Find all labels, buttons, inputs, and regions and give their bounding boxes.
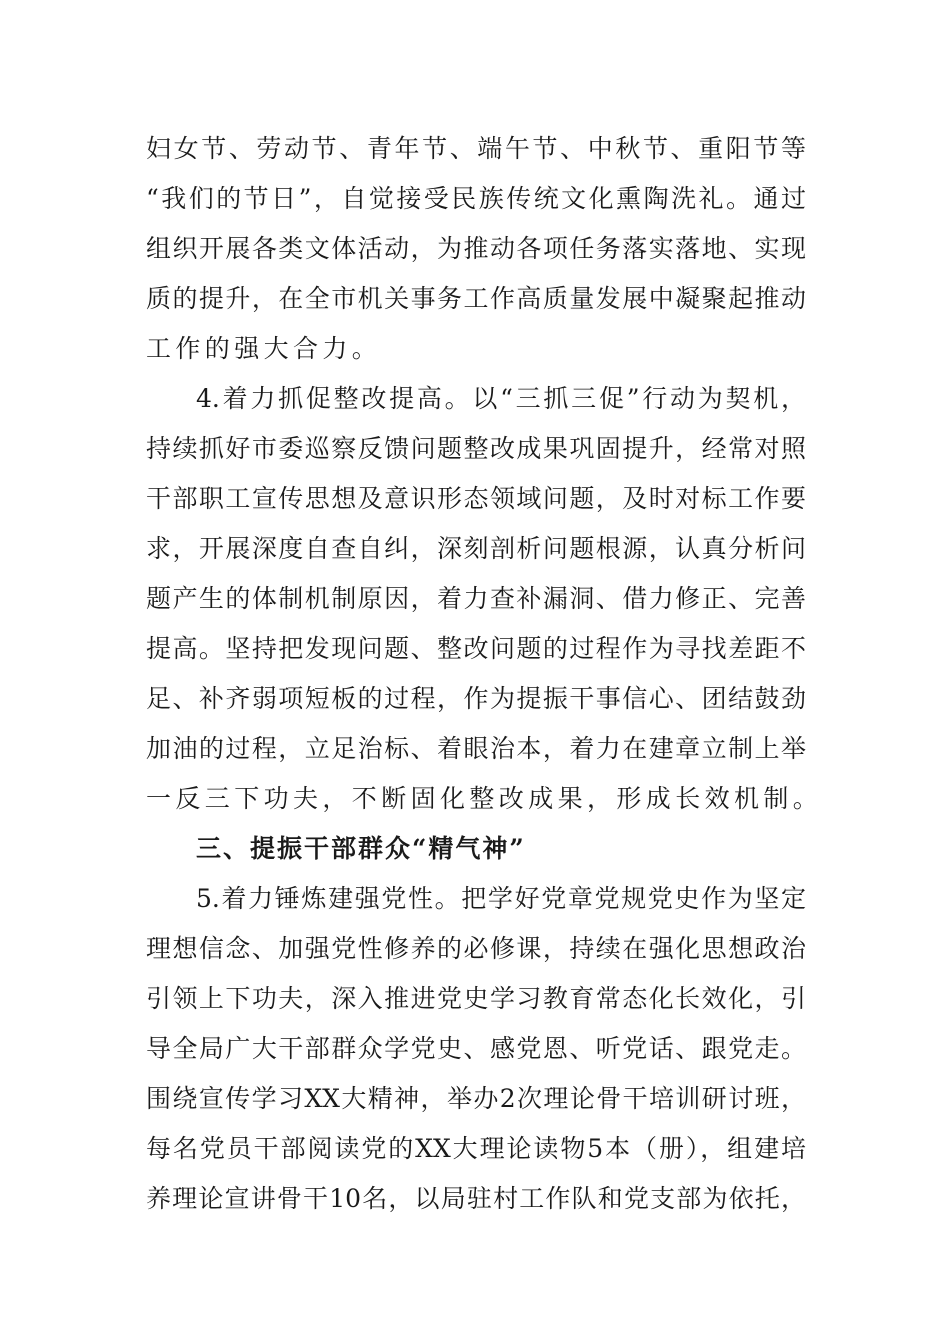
section-heading: 三、提振干部群众“精气神” — [196, 834, 526, 863]
text-line: 干部职工宣传思想及意识形态领域问题，及时对标工作要 — [146, 484, 806, 513]
text-line: 每名党员干部阅读党的XX大理论读物5本（册），组建培 — [146, 1134, 806, 1163]
text-line: 导全局广大干部群众学党史、感党恩、听党话、跟党走。 — [146, 1034, 806, 1063]
text-line: 持续抓好市委巡察反馈问题整改成果巩固提升，经常对照 — [146, 434, 806, 463]
text-line: 求，开展深度自查自纠，深刻剖析问题根源，认真分析问 — [146, 534, 806, 563]
text-line: 提高。坚持把发现问题、整改问题的过程作为寻找差距不 — [146, 634, 806, 663]
text-line: 组织开展各类文体活动，为推动各项任务落实落地、实现 — [146, 234, 806, 263]
text-line: 理想信念、加强党性修养的必修课，持续在强化思想政治 — [146, 934, 806, 963]
text-line: 质的提升，在全市机关事务工作高质量发展中凝聚起推动 — [146, 284, 806, 313]
text-line: 一反三下功夫，不断固化整改成果，形成长效机制。 — [146, 784, 823, 813]
paragraph-5-first-line: 5.着力锤炼建强党性。把学好党章党规党史作为坚定 — [196, 884, 806, 913]
text-line: 足、补齐弱项短板的过程，作为提振干事信心、团结鼓劲 — [146, 684, 806, 713]
text-line: “我们的节日”，自觉接受民族传统文化熏陶洗礼。通过 — [146, 184, 806, 213]
text-line: 加油的过程，立足治标、着眼治本，着力在建章立制上举 — [146, 734, 806, 763]
text-line: 工作的强大合力。 — [146, 334, 382, 363]
text-line: 围绕宣传学习XX大精神，举办2次理论骨干培训研讨班， — [146, 1084, 806, 1113]
text-line: 妇女节、劳动节、青年节、端午节、中秋节、重阳节等 — [146, 134, 806, 163]
text-line: 养理论宣讲骨干10名，以局驻村工作队和党支部为依托， — [146, 1184, 806, 1213]
text-line: 引领上下功夫，深入推进党史学习教育常态化长效化，引 — [146, 984, 806, 1013]
text-line: 题产生的体制机制原因，着力查补漏洞、借力修正、完善 — [146, 584, 806, 613]
paragraph-4-first-line: 4.着力抓促整改提高。以“三抓三促”行动为契机， — [196, 384, 806, 413]
